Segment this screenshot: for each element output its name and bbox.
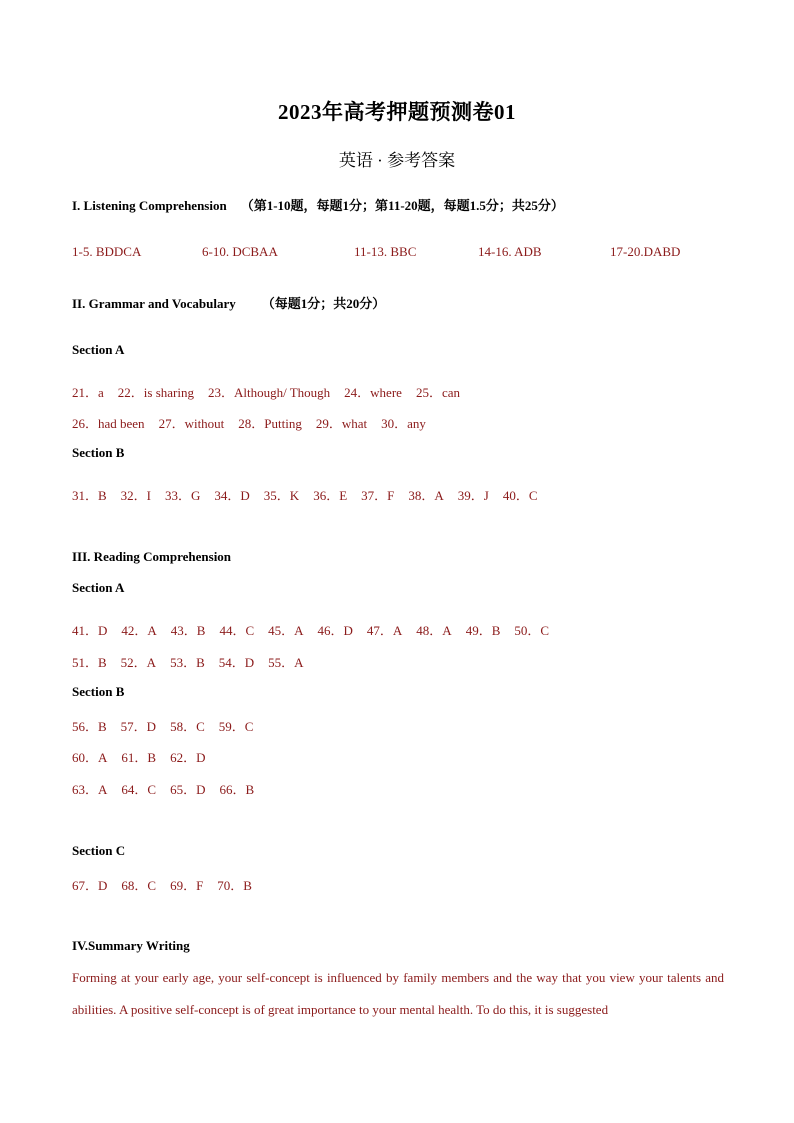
answer-item: 66．B — [219, 782, 255, 797]
section-heading-summary: IV.Summary Writing — [72, 938, 190, 953]
answer-item: 30．any — [381, 416, 426, 431]
listening-answers — [72, 244, 722, 262]
answer-item: 39．J — [457, 488, 489, 503]
answer-item: 23．Although/ Though — [207, 385, 331, 400]
answer-item: 28．Putting — [238, 416, 302, 431]
answer-group: 14-16. ADB — [478, 244, 542, 259]
answer-group: 11-13. BBC — [354, 244, 417, 259]
answer-group: 17-20.DABD — [610, 244, 681, 259]
answer-item: 64．C — [121, 782, 157, 797]
answer-item: 38．A — [408, 488, 444, 503]
reading-answers-line — [72, 716, 267, 735]
subsection-label: Section C — [72, 843, 126, 858]
page-title: 2023年高考押题预测卷01 — [278, 100, 516, 124]
answer-item: 60．A — [72, 750, 108, 765]
reading-answers-line — [72, 620, 563, 639]
section-heading-text: II. Grammar and Vocabulary — [72, 296, 236, 311]
answer-item: 63．A — [72, 782, 108, 797]
answer-item: 54．D — [218, 655, 255, 670]
answer-item: 47．A — [366, 623, 403, 638]
answer-item: 43．B — [170, 623, 206, 638]
answer-item: 49．B — [465, 623, 501, 638]
answer-item: 67．D — [72, 878, 108, 893]
section-heading-reading: III. Reading Comprehension — [72, 549, 232, 564]
answer-item: 61．B — [121, 750, 157, 765]
answer-item: 31．B — [72, 488, 107, 503]
answer-item: 68．C — [121, 878, 157, 893]
answer-item: 44．C — [219, 623, 255, 638]
answer-item: 35．K — [263, 488, 300, 503]
answer-item: 58．C — [170, 719, 205, 734]
vocabulary-answers-line — [72, 485, 552, 504]
answer-item: 22．is sharing — [117, 385, 194, 400]
answer-item: 65．D — [170, 782, 206, 797]
answer-item: 37．F — [361, 488, 395, 503]
subsection-label: Section B — [72, 445, 125, 460]
answer-item: 33．G — [165, 488, 201, 503]
answer-item: 46．D — [317, 623, 353, 638]
answer-item: 24．where — [344, 385, 402, 400]
answer-item: 29．what — [315, 416, 368, 431]
reading-answers-line — [72, 875, 266, 894]
answer-item: 50．C — [514, 623, 550, 638]
reading-answers-line — [72, 652, 318, 671]
grammar-answers-line — [72, 413, 440, 432]
section-score-note: （第1-10题，每题1分；第11-20题，每题1.5分；共25分） — [240, 198, 564, 213]
answer-item: 57．D — [120, 719, 157, 734]
answer-item: 41．D — [72, 623, 108, 638]
answer-item: 36．E — [313, 488, 348, 503]
section-heading-listening — [72, 195, 564, 214]
answer-item: 27．without — [158, 416, 225, 431]
answer-item: 70．B — [217, 878, 252, 893]
answer-item: 34．D — [214, 488, 250, 503]
answer-item: 62．D — [170, 750, 206, 765]
answer-item: 52．A — [120, 655, 157, 670]
answer-item: 53．B — [170, 655, 205, 670]
grammar-answers-line — [72, 382, 474, 401]
summary-paragraph: Forming at your early age, your self-concept is influenced by family members and the way that you view your talents and abilities. A positive self-concept is of great importance to your mental health. To do this, it is suggested — [72, 970, 724, 1017]
reading-answers-line — [72, 747, 219, 766]
answer-item: 21．a — [72, 385, 104, 400]
answer-item: 42．A — [121, 623, 157, 638]
subsection-label: Section A — [72, 342, 125, 357]
subsection-label: Section A — [72, 580, 125, 595]
answer-item: 59．C — [218, 719, 254, 734]
answer-item: 25．can — [415, 385, 460, 400]
reading-answers-line — [72, 779, 268, 798]
answer-item: 56．B — [72, 719, 107, 734]
section-score-note: （每题1分；共20分） — [261, 296, 386, 311]
answer-item: 48．A — [416, 623, 452, 638]
section-heading-text: I. Listening Comprehension — [72, 198, 227, 213]
subsection-label: Section B — [72, 684, 125, 699]
answer-group: 1-5. BDDCA — [72, 244, 142, 259]
answer-item: 45．A — [268, 623, 304, 638]
answer-item: 55．A — [268, 655, 304, 670]
answer-item: 51．B — [72, 655, 107, 670]
page-subtitle: 英语 · 参考答案 — [338, 151, 456, 170]
answer-item: 32．I — [120, 488, 152, 503]
answer-item: 69．F — [170, 878, 204, 893]
answer-group: 6-10. DCBAA — [202, 244, 278, 259]
section-heading-grammar — [72, 293, 385, 312]
answer-item: 40．C — [502, 488, 538, 503]
answer-item: 26．had been — [72, 416, 145, 431]
